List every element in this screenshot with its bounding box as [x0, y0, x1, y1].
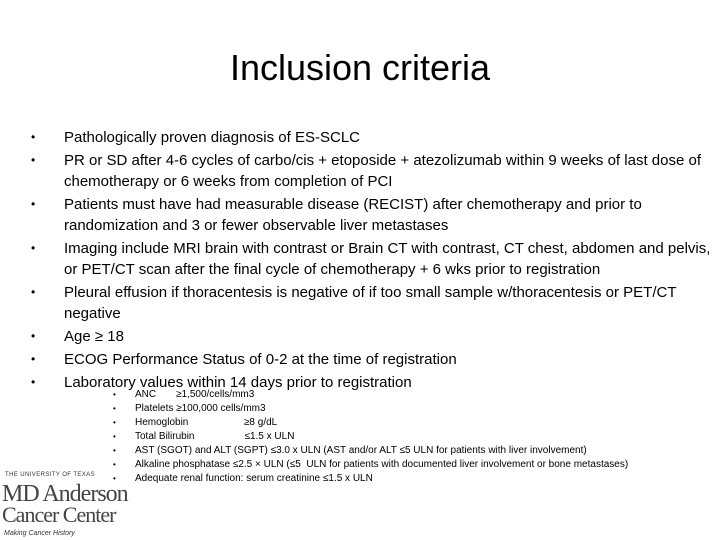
bullet-icon: •	[113, 418, 116, 427]
bullet-icon: •	[31, 130, 36, 144]
inclusion-criteria-list	[28, 127, 718, 395]
lab-value-text: Adequate renal function: serum creatinine ≤1.5 x ULN	[135, 473, 373, 484]
criteria-item	[28, 194, 718, 236]
lab-value-item	[113, 416, 713, 430]
bullet-icon: •	[31, 197, 36, 211]
criteria-item	[28, 127, 718, 148]
lab-value-item	[113, 430, 713, 444]
criteria-text: Age ≥ 18	[64, 328, 124, 345]
criteria-item	[28, 282, 718, 324]
logo-name-line1: MD Anderson	[2, 481, 128, 507]
criteria-item	[28, 150, 718, 192]
lab-value-label: ANC	[135, 389, 157, 400]
logo-tagline: Making Cancer History	[4, 530, 75, 537]
criteria-item	[28, 238, 718, 280]
lab-value-item	[113, 444, 713, 458]
criteria-item	[28, 326, 718, 347]
lab-value-text: ≥1,500/cells/mm3	[176, 389, 255, 400]
bullet-icon: •	[113, 446, 116, 455]
criteria-text: Laboratory values within 14 days prior to registration	[64, 374, 412, 391]
bullet-icon: •	[31, 285, 36, 299]
lab-value-item	[113, 402, 713, 416]
lab-value-text: AST (SGOT) and ALT (SGPT) ≤3.0 x ULN (AST and/or ALT ≤5 ULN for patients with liver involvement)	[135, 445, 587, 456]
bullet-icon: •	[31, 352, 36, 366]
criteria-text: Pathologically proven diagnosis of ES-SCLC	[64, 129, 360, 146]
criteria-text: Imaging include MRI brain with contrast or Brain CT with contrast, CT chest, abdomen and pelvis, or PET/CT scan after the final cycle of chemotherapy + 6 wks prior to registration	[64, 240, 711, 278]
logo-name-line2: Cancer Center	[2, 502, 116, 527]
lab-value-text: Hemoglobin ≥8 g/dL	[135, 417, 278, 428]
lab-value-text: Total Bilirubin ≤1.5 x ULN	[135, 431, 295, 442]
bullet-icon: •	[113, 404, 116, 413]
bullet-icon: •	[31, 153, 36, 167]
criteria-text: PR or SD after 4-6 cycles of carbo/cis + etoposide + atezolizumab within 9 weeks of last dose of chemotherapy or 6 weeks from completion of PCI	[64, 152, 701, 190]
lab-value-text: Alkaline phosphatase ≤2.5 × ULN (≤5 ULN for patients with documented liver involvement or bone metastases)	[135, 459, 629, 470]
lab-value-item	[113, 388, 713, 402]
criteria-item	[28, 349, 718, 370]
lab-values-list	[113, 388, 713, 486]
bullet-icon: •	[31, 375, 36, 389]
criteria-text: Pleural effusion if thoracentesis is negative of if too small sample w/thoracentesis or PET/CT negative	[64, 284, 677, 322]
bullet-icon: •	[31, 329, 36, 343]
bullet-icon: •	[113, 390, 116, 399]
lab-value-item	[113, 472, 713, 486]
lab-value-item	[113, 458, 713, 472]
bullet-icon: •	[113, 432, 116, 441]
logo-university-line: THE UNIVERSITY OF TEXAS	[5, 472, 95, 478]
bullet-icon: •	[113, 474, 116, 483]
bullet-icon: •	[31, 241, 36, 255]
md-anderson-logo	[0, 472, 130, 540]
slide-title: Inclusion criteria	[229, 47, 491, 88]
lab-value-text: Platelets ≥100,000 cells/mm3	[135, 403, 266, 414]
criteria-text: Patients must have had measurable disease (RECIST) after chemotherapy and prior to randomization and 3 or fewer observable liver metastases	[64, 196, 642, 234]
criteria-text: ECOG Performance Status of 0-2 at the time of registration	[64, 351, 457, 368]
bullet-icon: •	[113, 460, 116, 469]
